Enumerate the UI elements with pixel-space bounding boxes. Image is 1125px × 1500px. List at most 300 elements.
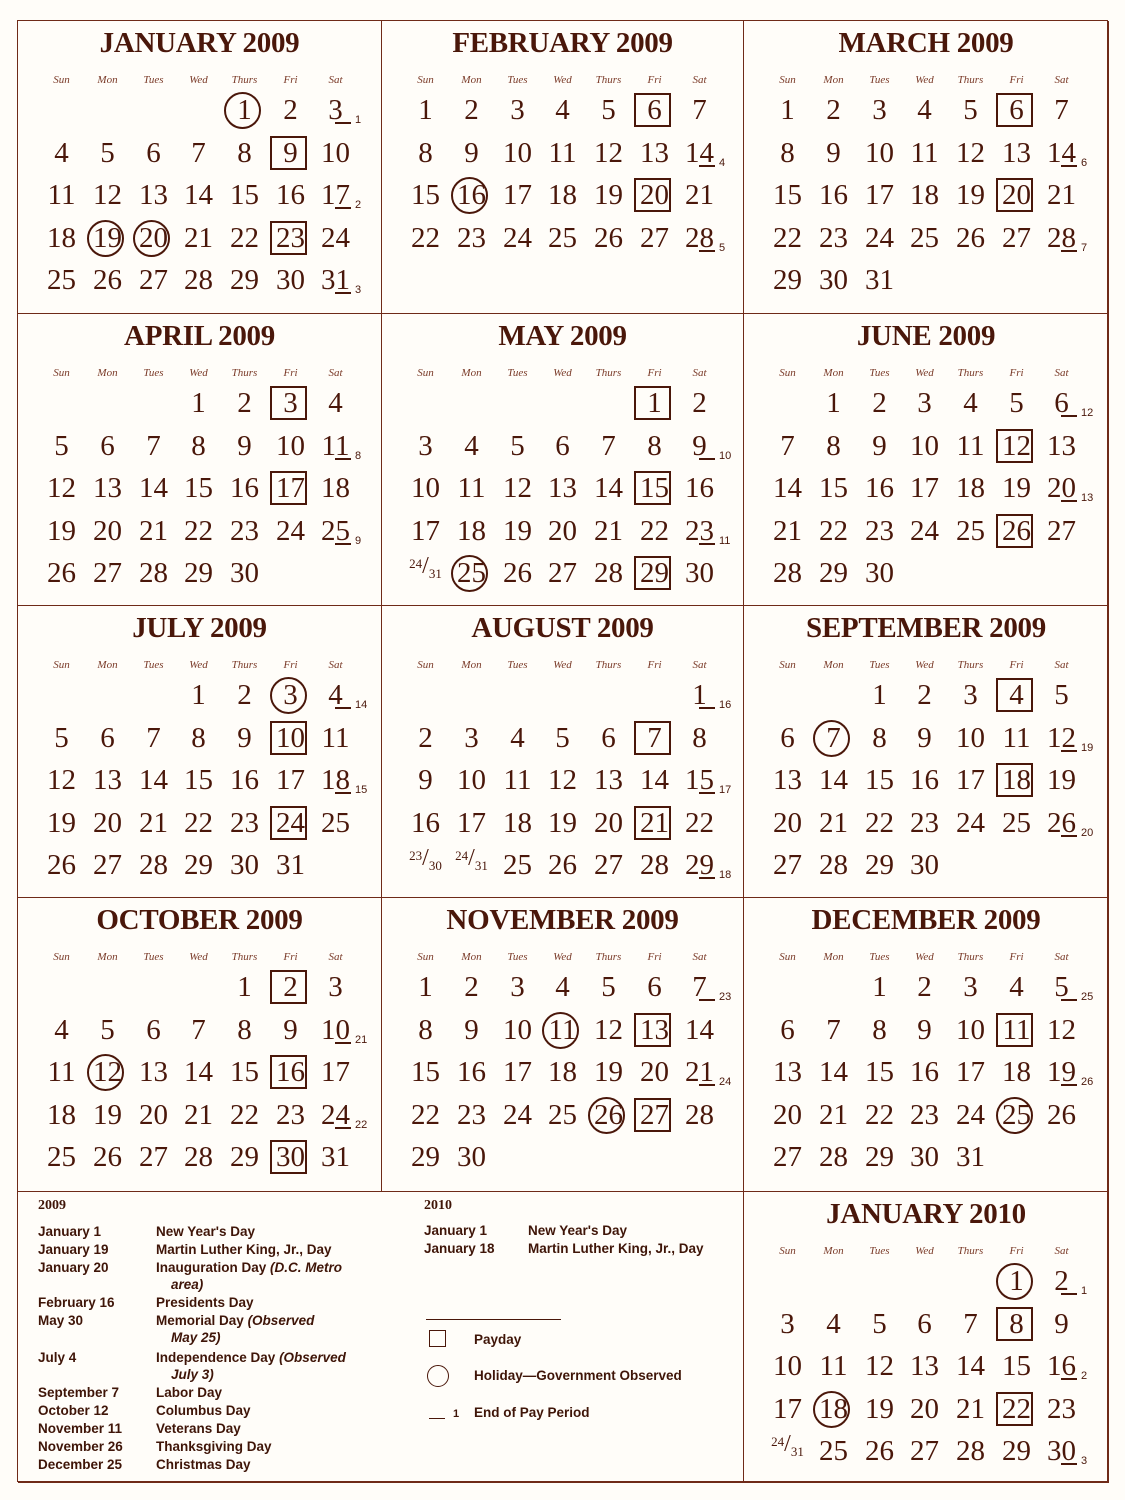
calendar-day[interactable]: [540, 220, 585, 256]
calendar-day[interactable]: [765, 513, 810, 549]
calendar-day[interactable]: [857, 1348, 902, 1384]
holiday-day[interactable]: [449, 177, 494, 213]
payday-day[interactable]: [632, 92, 677, 128]
calendar-day[interactable]: [222, 470, 267, 506]
calendar-day[interactable]: [994, 1433, 1039, 1469]
calendar-day[interactable]: [765, 1012, 810, 1048]
calendar-day[interactable]: [176, 677, 221, 713]
calendar-day[interactable]: [765, 177, 810, 213]
calendar-day[interactable]: [857, 385, 902, 421]
calendar-day[interactable]: [268, 1012, 313, 1048]
calendar-day[interactable]: [902, 135, 947, 171]
calendar-day[interactable]: [313, 262, 362, 298]
calendar-day[interactable]: [540, 969, 585, 1005]
calendar-day[interactable]: [677, 720, 722, 756]
calendar-day[interactable]: [176, 428, 221, 464]
calendar-day[interactable]: [1039, 1348, 1088, 1384]
calendar-day[interactable]: [131, 805, 176, 841]
calendar-day[interactable]: [857, 1433, 902, 1469]
holiday-day[interactable]: [586, 1097, 631, 1133]
calendar-day[interactable]: [176, 847, 221, 883]
calendar-day[interactable]: [765, 847, 810, 883]
calendar-day[interactable]: [1039, 513, 1084, 549]
calendar-day[interactable]: [948, 1348, 993, 1384]
calendar-day[interactable]: [902, 385, 947, 421]
calendar-day[interactable]: [403, 555, 448, 591]
calendar-day[interactable]: [449, 969, 494, 1005]
calendar-day[interactable]: [313, 805, 358, 841]
calendar-day[interactable]: [948, 92, 993, 128]
calendar-day[interactable]: [495, 1012, 540, 1048]
calendar-day[interactable]: [1039, 1433, 1088, 1469]
calendar-day[interactable]: [313, 135, 358, 171]
calendar-day[interactable]: [268, 428, 313, 464]
calendar-day[interactable]: [994, 1054, 1039, 1090]
calendar-day[interactable]: [765, 1433, 810, 1469]
calendar-day[interactable]: [403, 470, 448, 506]
calendar-day[interactable]: [948, 135, 993, 171]
payday-day[interactable]: [268, 805, 313, 841]
calendar-day[interactable]: [677, 220, 726, 256]
calendar-day[interactable]: [811, 385, 856, 421]
calendar-day[interactable]: [222, 720, 267, 756]
calendar-day[interactable]: [1039, 677, 1084, 713]
calendar-day[interactable]: [677, 1054, 732, 1090]
calendar-day[interactable]: [85, 262, 130, 298]
calendar-day[interactable]: [131, 135, 176, 171]
calendar-day[interactable]: [222, 1012, 267, 1048]
calendar-day[interactable]: [857, 92, 902, 128]
calendar-day[interactable]: [765, 720, 810, 756]
calendar-day[interactable]: [222, 177, 267, 213]
calendar-day[interactable]: [39, 805, 84, 841]
payday-day[interactable]: [994, 1012, 1039, 1048]
calendar-day[interactable]: [677, 555, 722, 591]
calendar-day[interactable]: [313, 92, 362, 128]
calendar-day[interactable]: [540, 92, 585, 128]
calendar-day[interactable]: [902, 513, 947, 549]
calendar-day[interactable]: [39, 220, 84, 256]
calendar-day[interactable]: [857, 1097, 902, 1133]
calendar-day[interactable]: [449, 92, 494, 128]
calendar-day[interactable]: [540, 805, 585, 841]
calendar-day[interactable]: [948, 762, 993, 798]
calendar-day[interactable]: [313, 1012, 368, 1048]
calendar-day[interactable]: [677, 135, 726, 171]
calendar-day[interactable]: [857, 1012, 902, 1048]
calendar-day[interactable]: [902, 1391, 947, 1427]
payday-day[interactable]: [268, 385, 313, 421]
calendar-day[interactable]: [222, 969, 267, 1005]
calendar-day[interactable]: [1039, 1012, 1084, 1048]
calendar-day[interactable]: [39, 513, 84, 549]
payday-day[interactable]: [632, 470, 677, 506]
calendar-day[interactable]: [495, 177, 540, 213]
calendar-day[interactable]: [540, 720, 585, 756]
calendar-day[interactable]: [268, 1097, 313, 1133]
calendar-day[interactable]: [632, 220, 677, 256]
calendar-day[interactable]: [857, 1139, 902, 1175]
calendar-day[interactable]: [176, 220, 221, 256]
holiday-day[interactable]: [85, 220, 130, 256]
calendar-day[interactable]: [994, 135, 1039, 171]
payday-day[interactable]: [268, 969, 313, 1005]
calendar-day[interactable]: [948, 720, 993, 756]
calendar-day[interactable]: [902, 177, 947, 213]
calendar-day[interactable]: [1039, 762, 1084, 798]
calendar-day[interactable]: [948, 969, 993, 1005]
calendar-day[interactable]: [586, 805, 631, 841]
calendar-day[interactable]: [540, 135, 585, 171]
calendar-day[interactable]: [1039, 805, 1094, 841]
payday-day[interactable]: [994, 762, 1039, 798]
payday-day[interactable]: [994, 177, 1039, 213]
calendar-day[interactable]: [586, 762, 631, 798]
calendar-day[interactable]: [85, 470, 130, 506]
calendar-day[interactable]: [222, 428, 267, 464]
calendar-day[interactable]: [85, 1139, 130, 1175]
calendar-day[interactable]: [222, 1139, 267, 1175]
calendar-day[interactable]: [994, 805, 1039, 841]
calendar-day[interactable]: [403, 1012, 448, 1048]
calendar-day[interactable]: [902, 847, 947, 883]
calendar-day[interactable]: [632, 428, 677, 464]
calendar-day[interactable]: [948, 1391, 993, 1427]
calendar-day[interactable]: [857, 177, 902, 213]
calendar-day[interactable]: [857, 1391, 902, 1427]
payday-day[interactable]: [994, 1306, 1039, 1342]
calendar-day[interactable]: [948, 513, 993, 549]
calendar-day[interactable]: [403, 177, 448, 213]
payday-day[interactable]: [632, 385, 677, 421]
calendar-day[interactable]: [495, 1054, 540, 1090]
calendar-day[interactable]: [902, 720, 947, 756]
calendar-day[interactable]: [39, 262, 84, 298]
calendar-day[interactable]: [902, 92, 947, 128]
calendar-day[interactable]: [948, 1139, 993, 1175]
calendar-day[interactable]: [765, 1054, 810, 1090]
calendar-day[interactable]: [176, 470, 221, 506]
calendar-day[interactable]: [313, 220, 358, 256]
calendar-day[interactable]: [39, 847, 84, 883]
calendar-day[interactable]: [495, 470, 540, 506]
calendar-day[interactable]: [222, 847, 267, 883]
holiday-day[interactable]: [811, 720, 856, 756]
calendar-day[interactable]: [39, 1139, 84, 1175]
calendar-day[interactable]: [902, 1348, 947, 1384]
calendar-day[interactable]: [85, 1097, 130, 1133]
calendar-day[interactable]: [495, 220, 540, 256]
calendar-day[interactable]: [994, 470, 1039, 506]
payday-day[interactable]: [632, 805, 677, 841]
calendar-day[interactable]: [85, 555, 130, 591]
calendar-day[interactable]: [765, 262, 810, 298]
calendar-day[interactable]: [39, 135, 84, 171]
calendar-day[interactable]: [811, 1012, 856, 1048]
calendar-day[interactable]: [39, 555, 84, 591]
calendar-day[interactable]: [765, 470, 810, 506]
calendar-day[interactable]: [632, 969, 677, 1005]
calendar-day[interactable]: [176, 513, 221, 549]
calendar-day[interactable]: [131, 428, 176, 464]
calendar-day[interactable]: [313, 762, 368, 798]
calendar-day[interactable]: [857, 969, 902, 1005]
calendar-day[interactable]: [403, 428, 448, 464]
holiday-day[interactable]: [540, 1012, 585, 1048]
calendar-day[interactable]: [902, 969, 947, 1005]
calendar-day[interactable]: [313, 677, 368, 713]
calendar-day[interactable]: [586, 1054, 631, 1090]
calendar-day[interactable]: [268, 92, 313, 128]
calendar-day[interactable]: [176, 762, 221, 798]
holiday-day[interactable]: [449, 555, 494, 591]
calendar-day[interactable]: [39, 177, 84, 213]
calendar-day[interactable]: [765, 805, 810, 841]
calendar-day[interactable]: [176, 555, 221, 591]
calendar-day[interactable]: [677, 1097, 722, 1133]
calendar-day[interactable]: [857, 220, 902, 256]
calendar-day[interactable]: [632, 135, 677, 171]
calendar-day[interactable]: [495, 847, 540, 883]
payday-day[interactable]: [268, 720, 313, 756]
calendar-day[interactable]: [1039, 385, 1094, 421]
calendar-day[interactable]: [131, 177, 176, 213]
calendar-day[interactable]: [85, 513, 130, 549]
calendar-day[interactable]: [586, 513, 631, 549]
calendar-day[interactable]: [131, 847, 176, 883]
payday-day[interactable]: [994, 513, 1039, 549]
calendar-day[interactable]: [313, 1097, 368, 1133]
calendar-day[interactable]: [902, 1139, 947, 1175]
calendar-day[interactable]: [449, 470, 494, 506]
calendar-day[interactable]: [765, 428, 810, 464]
calendar-day[interactable]: [902, 677, 947, 713]
calendar-day[interactable]: [313, 177, 362, 213]
calendar-day[interactable]: [540, 428, 585, 464]
calendar-day[interactable]: [540, 1097, 585, 1133]
calendar-day[interactable]: [313, 1139, 358, 1175]
calendar-day[interactable]: [811, 1054, 856, 1090]
holiday-day[interactable]: [268, 677, 313, 713]
calendar-day[interactable]: [449, 1097, 494, 1133]
calendar-day[interactable]: [1039, 220, 1088, 256]
calendar-day[interactable]: [222, 555, 267, 591]
holiday-day[interactable]: [85, 1054, 130, 1090]
calendar-day[interactable]: [313, 428, 362, 464]
payday-day[interactable]: [268, 1139, 313, 1175]
calendar-day[interactable]: [131, 262, 176, 298]
calendar-day[interactable]: [811, 177, 856, 213]
calendar-day[interactable]: [39, 1097, 84, 1133]
calendar-day[interactable]: [39, 428, 84, 464]
calendar-day[interactable]: [540, 555, 585, 591]
calendar-day[interactable]: [948, 805, 993, 841]
calendar-day[interactable]: [449, 135, 494, 171]
calendar-day[interactable]: [313, 1054, 358, 1090]
calendar-day[interactable]: [811, 262, 856, 298]
calendar-day[interactable]: [902, 1054, 947, 1090]
calendar-day[interactable]: [765, 1306, 810, 1342]
calendar-day[interactable]: [811, 805, 856, 841]
calendar-day[interactable]: [176, 720, 221, 756]
calendar-day[interactable]: [449, 428, 494, 464]
calendar-day[interactable]: [632, 847, 677, 883]
calendar-day[interactable]: [677, 805, 722, 841]
calendar-day[interactable]: [449, 1054, 494, 1090]
calendar-day[interactable]: [632, 762, 677, 798]
calendar-day[interactable]: [857, 762, 902, 798]
calendar-day[interactable]: [857, 1054, 902, 1090]
calendar-day[interactable]: [222, 220, 267, 256]
holiday-day[interactable]: [811, 1391, 856, 1427]
calendar-day[interactable]: [85, 720, 130, 756]
calendar-day[interactable]: [902, 1012, 947, 1048]
calendar-day[interactable]: [176, 262, 221, 298]
calendar-day[interactable]: [85, 177, 130, 213]
payday-day[interactable]: [268, 1054, 313, 1090]
calendar-day[interactable]: [948, 677, 993, 713]
calendar-day[interactable]: [39, 720, 84, 756]
calendar-day[interactable]: [811, 555, 856, 591]
calendar-day[interactable]: [948, 220, 993, 256]
calendar-day[interactable]: [677, 513, 731, 549]
calendar-day[interactable]: [313, 470, 358, 506]
calendar-day[interactable]: [632, 1054, 677, 1090]
calendar-day[interactable]: [176, 805, 221, 841]
calendar-day[interactable]: [857, 428, 902, 464]
calendar-day[interactable]: [449, 513, 494, 549]
calendar-day[interactable]: [586, 969, 631, 1005]
calendar-day[interactable]: [222, 677, 267, 713]
calendar-day[interactable]: [1039, 720, 1094, 756]
calendar-day[interactable]: [313, 720, 358, 756]
calendar-day[interactable]: [857, 677, 902, 713]
calendar-day[interactable]: [1039, 1306, 1084, 1342]
calendar-day[interactable]: [811, 428, 856, 464]
calendar-day[interactable]: [902, 762, 947, 798]
calendar-day[interactable]: [85, 135, 130, 171]
calendar-day[interactable]: [948, 428, 993, 464]
calendar-day[interactable]: [403, 847, 448, 883]
calendar-day[interactable]: [495, 969, 540, 1005]
calendar-day[interactable]: [902, 428, 947, 464]
calendar-day[interactable]: [403, 1139, 448, 1175]
calendar-day[interactable]: [811, 513, 856, 549]
calendar-day[interactable]: [449, 762, 494, 798]
calendar-day[interactable]: [586, 92, 631, 128]
calendar-day[interactable]: [994, 969, 1039, 1005]
calendar-day[interactable]: [222, 1097, 267, 1133]
calendar-day[interactable]: [765, 1139, 810, 1175]
calendar-day[interactable]: [677, 1012, 722, 1048]
calendar-day[interactable]: [811, 1097, 856, 1133]
calendar-day[interactable]: [948, 1054, 993, 1090]
calendar-day[interactable]: [1039, 135, 1088, 171]
calendar-day[interactable]: [403, 92, 448, 128]
calendar-day[interactable]: [857, 847, 902, 883]
calendar-day[interactable]: [1039, 470, 1094, 506]
calendar-day[interactable]: [677, 470, 722, 506]
calendar-day[interactable]: [857, 470, 902, 506]
calendar-day[interactable]: [811, 470, 856, 506]
calendar-day[interactable]: [1039, 1054, 1094, 1090]
calendar-day[interactable]: [857, 262, 902, 298]
calendar-day[interactable]: [677, 847, 732, 883]
calendar-day[interactable]: [403, 135, 448, 171]
calendar-day[interactable]: [902, 1097, 947, 1133]
calendar-day[interactable]: [811, 1306, 856, 1342]
calendar-day[interactable]: [677, 92, 722, 128]
calendar-day[interactable]: [403, 762, 448, 798]
calendar-day[interactable]: [131, 762, 176, 798]
calendar-day[interactable]: [540, 513, 585, 549]
calendar-day[interactable]: [85, 805, 130, 841]
calendar-day[interactable]: [902, 220, 947, 256]
calendar-day[interactable]: [586, 135, 631, 171]
calendar-day[interactable]: [449, 847, 494, 883]
calendar-day[interactable]: [948, 177, 993, 213]
calendar-day[interactable]: [540, 177, 585, 213]
calendar-day[interactable]: [85, 1012, 130, 1048]
calendar-day[interactable]: [677, 385, 722, 421]
calendar-day[interactable]: [222, 762, 267, 798]
calendar-day[interactable]: [540, 1054, 585, 1090]
calendar-day[interactable]: [449, 805, 494, 841]
payday-day[interactable]: [632, 555, 677, 591]
calendar-day[interactable]: [403, 805, 448, 841]
payday-day[interactable]: [632, 720, 677, 756]
calendar-day[interactable]: [765, 92, 810, 128]
calendar-day[interactable]: [222, 135, 267, 171]
calendar-day[interactable]: [586, 220, 631, 256]
calendar-day[interactable]: [586, 847, 631, 883]
calendar-day[interactable]: [131, 470, 176, 506]
calendar-day[interactable]: [39, 762, 84, 798]
calendar-day[interactable]: [1039, 177, 1084, 213]
calendar-day[interactable]: [131, 1097, 176, 1133]
calendar-day[interactable]: [540, 470, 585, 506]
calendar-day[interactable]: [131, 1054, 176, 1090]
calendar-day[interactable]: [449, 1139, 494, 1175]
calendar-day[interactable]: [268, 847, 313, 883]
calendar-day[interactable]: [586, 1012, 631, 1048]
calendar-day[interactable]: [495, 762, 540, 798]
calendar-day[interactable]: [131, 555, 176, 591]
calendar-day[interactable]: [131, 720, 176, 756]
calendar-day[interactable]: [811, 762, 856, 798]
payday-day[interactable]: [632, 1012, 677, 1048]
holiday-day[interactable]: [994, 1097, 1039, 1133]
calendar-day[interactable]: [811, 220, 856, 256]
calendar-day[interactable]: [495, 513, 540, 549]
calendar-day[interactable]: [811, 1433, 856, 1469]
calendar-day[interactable]: [540, 762, 585, 798]
calendar-day[interactable]: [902, 470, 947, 506]
calendar-day[interactable]: [677, 969, 732, 1005]
calendar-day[interactable]: [994, 1348, 1039, 1384]
calendar-day[interactable]: [586, 720, 631, 756]
calendar-day[interactable]: [677, 677, 732, 713]
calendar-day[interactable]: [39, 1012, 84, 1048]
payday-day[interactable]: [632, 1097, 677, 1133]
calendar-day[interactable]: [677, 428, 732, 464]
calendar-day[interactable]: [586, 177, 631, 213]
calendar-day[interactable]: [403, 220, 448, 256]
calendar-day[interactable]: [1039, 1097, 1084, 1133]
calendar-day[interactable]: [495, 720, 540, 756]
calendar-day[interactable]: [268, 177, 313, 213]
payday-day[interactable]: [632, 177, 677, 213]
